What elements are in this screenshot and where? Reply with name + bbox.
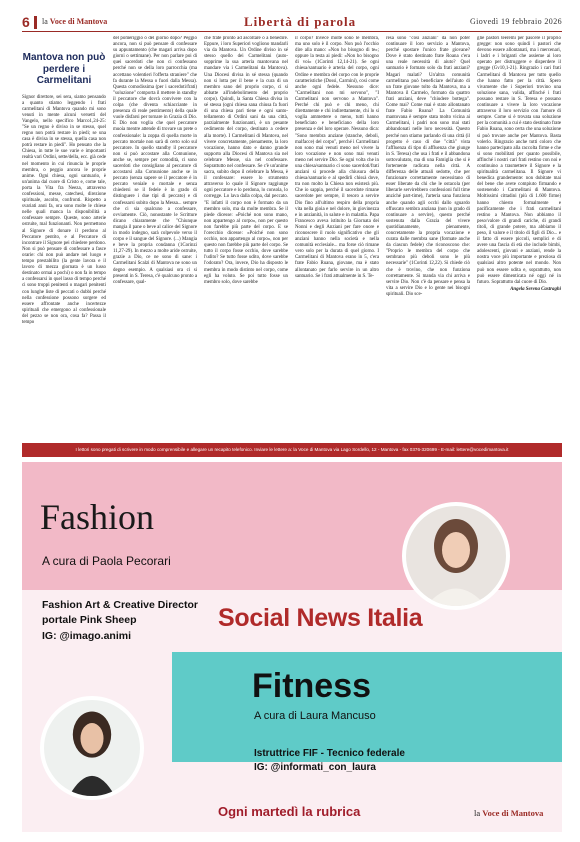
fashion-role <box>42 598 198 628</box>
portrait-image <box>44 700 140 796</box>
page-number: 6 <box>22 14 30 30</box>
article-column-2 <box>113 36 197 436</box>
readers-notice: I lettori sono pregati di scrivere in modo comprensibile e allegare un recapito telefonico. Inviare le lettere a: la Voce di Mantova via Lago Sordello, 12 - Mantova - fax 0376-320699 - E-mail: lettere@vocedimantova.it <box>22 443 562 457</box>
fashion-role-line: Fashion Art & Creative Director <box>42 599 198 611</box>
weekly-rubric: Ogni martedì la rubrica <box>218 804 361 819</box>
masthead <box>42 17 107 26</box>
header-divider <box>34 16 37 29</box>
article-columns <box>22 36 562 436</box>
masthead-prefix: la <box>474 808 481 818</box>
article-column-3 <box>204 36 288 436</box>
fashion-title: Fashion <box>40 497 155 537</box>
fitness-curator: A cura di Laura Mancuso <box>254 710 376 722</box>
fitness-portrait <box>40 696 144 800</box>
article-title: Mantova non può perdere i Carmelitani <box>22 52 106 86</box>
column-text: glie pastori teeremi per pascere il proprio gregge: non sono quindi i pastori che devono essere allontanati, ma i mercenari, i ladri e i briganti che assieme ai loro operato per distruggere e disperdere il gregge (Gv10,1-21). Ringrazio i cari frati Carmelitani di Mantova per tutto quello che hanno fatto per la città. Spero vivamente che i Superiori trovino una soluzione sana, valida, affinché i frati possano restare in S. Teresa e possano continuare a vivere la loro vocazione attraverso il loro servizio con l'amore di sempre. Come si è trovata una soluzione per la comunità a cui è stato destinato frate Fabio Roana, sono certa che una soluzione si può trovare anche per Mantova. Basta volerlo. Ringrazio anche tutti coloro che hanno partecipato alla raccolta firme e che si sono mobilitati per quanto possibile, affinché i nostri cari frati restino con noi e continuino a trasmettere il Signore e la spiritualità carmelitana. Il Signore vi benedica grandemente: non dubitate mai del bene che avete compiuto firmando e sostenendo i Carmelitani di Mantova. Moltissimi cittadini (più di 1.600 firme) hanno chiesto formalmente e pacificamente che i frati carmelitani restino a Mantova. Non abbiamo il peso/valore di grandi cariche, di grandi titoli, di grande potere, ma abbiamo il peso, il valore e il titolo di figli di Dio... e il fatto di essere piccoli, semplici e di avere una fascia di età che include bimbi, adolescenti, giovani e anziani, rende la nostra voce più importante e preziosa di qualsiasi altro potente nel mondo. Non può non essere udita e, soprattutto, non può essere dimenticata né oggi né in futuro. Soprattutto dal cuore di Dio. <box>477 36 561 285</box>
column-text: che frate pronto ad ascoltare o a benedire. Eppure, i loro Superiori vogliono mandarli via da Mantova. Un Ordine diviso in sé stesso quello dei Carmelitani (auto-sopprime la sua arteria mantovana nel mandare via i Carmelitani da Mantova). Una Diocesi divisa in sé stessa (quando non si lotta per il bene e la cura di un membro sano del proprio corpo, ci si abbatte all'indebolimento del proprio corpo). Quindi, la Santa Chiesa divisa in sé stessa (ogni chiesa sana chiusa fa fuori di una chiesa pari tiene e ogni santo-tellamento di Ordini sani da una città, parzialmente funzionanti, è un pesante cedimento del corpo, destinato a cedere alla morte). I Carmelitani di Mantova, nel vivere concretamente, pienamente, la loro vocazione, hanno dato e danno grande supporto alla Diocesi di Mantova sia nel celebrare Messe, sia nel confessare. Soprattutto nel confessare. Se c'è un'anime sacra, subito dopo il celebrare la Messa, è il confessare: essere lo strumento attraverso lo quale il Signore raggiunge ogni peccatore e lo perdona, lo consola, lo corregge. Lo lava dalla colpa, dal peccato. "E infatti il corpo non è formato da un membro solo, ma da molte membra. Se il piede dicesse: «Poiché non sono mano, non appartengo al corpo», non per questo non farebbe più parte del corpo. E se l'orecchio dicesse: «Poiché non sono occhio, non appartengo al corpo», non per questo non farebbe più parte del corpo. Se tutto il corpo fosse occhio, dove sarebbe l'udito? Se tutto fosse udito, dove sarebbe l'odorato? Ora, invece, Dio ha disposto le membra in modo distinto nel corpo, come egli ha voluto. Se poi tutto fosse un membro solo, dove sarebbe <box>204 36 288 285</box>
ad-masthead <box>474 808 543 818</box>
article-column-1 <box>22 36 106 436</box>
fashion-curator: A cura di Paola Pecorari <box>42 554 171 568</box>
fashion-instagram: IG: @imago.animi <box>42 630 131 642</box>
article-column-6 <box>477 36 561 436</box>
section-title: Libertà di parola <box>244 14 357 29</box>
portrait-image <box>406 506 506 606</box>
fashion-role-line: portale Pink Sheep <box>42 614 137 626</box>
column-text: il corpo? Invece molte sono le membra, ma uno solo è il corpo. Non può l'occhio dire alla mano: «Non ho bisogno di te»; oppure la testa ai piedi: «Non ho bisogno di voi» (1Corinti 12,14-21). Se ogni chiesa/santuario è arteria del corpo, ogni Ordine e membra del corpo con le proprie caratteristiche (Dossi, Carmini), così come anche ogni fedele. Nessuno dice: "Carmelitani non mi servono", "I Carmelitani non servono a Mantova". Perché chi può e chi meno, chi direttamente e chi indirettamente, chi lo si voglia ammettere o meno, tutti hanno beneficiato e beneficiano della loro presenza e del loro operare. Nessuno dica: "Sono membra anziane (stanche, deboli, malfacce) del corpo", perché i Carmelitani non sono mai venuti meno nel vivere la loro vocazione e non sono mai venuti meno nel servire Dio. Se ogni volta che in una chiesa/santuario ci sono sacerdoti/frati anziani si procede alla chiusura della chiesa/santuario e al spedirli chissà dove, tra non molto la Chiesa non esisterà più. Che io sappia, perché il sacerdote rimane sacerdote per sempre, il tesoro a servire Dio fino all'ultimo respiro della propria vita nella gioia e nel dolore, in giovinezza e in anzianità, in salute e in malattia. Papa Francesco aveva istituito la Giornata dei Nonni e degli Anziani per fare onore e riconoscere il ruolo significativo che gli anziani hanno nella società e nella comunità ecclesiale... ma forse ciò rimane vero solo per la durata di quel giorno. I Carmelitani di Mantova erano in 5, c'era frate Fabio Ruana, giovane, ma è stato allontanato per farlo servire in un altro santuario. Se i frati attualmente in S. Te- <box>295 36 379 279</box>
fitness-title: Fitness <box>252 667 372 705</box>
issue-date: Giovedì 19 febbraio 2026 <box>469 17 562 26</box>
fashion-portrait <box>402 502 510 610</box>
column-text: Signor direttore, sei sera, siamo pensando a quanto stiamo leggendo i frati carmelitani di Mantova quando mi sono venuti in mente alcuni versetti del Vangelo, nello specifico Marco1,24-25: "Se un regno è diviso in se stesso, quel regno non potrà restare in piedi; se una casa è divisa in se stessa, quella casa non potrà restare in piedi". Ho pensato che la Chiesa, in tutte le sue varie e importanti realtà vari Ordini, sette/della, ecc. già cede nel momento in cui rinuncia le proprie membra, o peggio ancora le proprie anime. Ogni chiesa, ogni santuario, è un'anima dal cuore di Cristo e, come tale, porta la Vita fra Neeza, attraverso confessioni, messe, catechesi, direzione spirituale, ascolto, confronti. Rispetto a svariati anni fa, ora sono molte le chiese nelle quali manca la disponibilità a confessare sempre. Queste, sono arterie ostruite, mal funzionanti. Non permettono al Signore di donare il perdono al Peccatore pentito, e al Peccatore di incontrare il Signore pei chiedere perdono. Non si può pensare di confessare a fasce orarie: chi non può andare nel luogo e tempo prestabilito (la gente lavora e il lavoro di mezza giornata è un lusso destinato ormai a pochi) o non fa in tempo a confessarsi in quel lasso di tempo perché ci sono troppi penitenti o magari penitenti con lunghe liste di peccati o dubbi perché nella confessione possono sorgere ed essere affrontate anche incertezze spirituali che emergono al confessionale del pezzo se non ora, cosa fa? Passa il tempo <box>22 94 106 325</box>
brand-title: Social News Italia <box>218 604 423 632</box>
page-header <box>22 14 562 32</box>
article-column-4 <box>295 36 379 436</box>
masthead-name: Voce di Mantova <box>49 17 108 26</box>
advertisement <box>22 462 562 832</box>
column-text: resa sono "così anziani" da non poter continuare il loro servizio a Mantova, perché spostare l'unico frate giovane? Dove è stato destinato frate Roana c'era una reale necessità di aiuto? Quel santuario è formato solo da frati anziani? Magari malati? Un'altra comunità carmelitana può beneficiare dell'aiuto di un frate giovane tolto da Mantova, ma a Mantova il Carmelo, formato da quattro frati anziani, deve "chiudere bottega". Come mai? Come mai è stato allontanato frate Fabio Roana? La Comunità mantovana è sempre stata molto vicina ai Carmelitani, i padri non sono mai stati abbandonati nelle loro necessità. Questo perché non stiamo parlando di una città (il progetto è caso di due "città" vista l'affluenza di tipo di affluenza che giunge in S. Teresa) che usa i frati e il abbandona sottovalutato, ma di una Famiglia che si è fortemente radicata nella città. A differenza delle attuali sedotte, che per funzionare correttamente necessitano di esser liberate da chi che le ostacola (per liberarle servirebbero confessioni full time anziché part-time), l'arteria sana funziona anche quando agli occhi dallo sguardo offuscato sembra anziana (non in grado di continuare a servire), questo perché sostenuta dalla Grazia del vivere quotidianamente, pienamente, concretamente la propria vocazione e curata dalle membra sane (formate anche da ciascun fedele) che riconoscono che: "Proprio le membra del corpo che sembrano più deboli sono le più necessarie" (1Corinti 12,22). Si chiede ciò che è trovino, che non funziona correttamente. Si manda via chi arriva e servire Dio. Non c'è da pensare e pensa la vita a servire Dio e lo gente nei bisogni spirituali. Dio sce- <box>386 36 470 297</box>
column-text: del pomeriggio o del giorno dopo? Peggio ancora, non si può pensare di confessare su appuntamento (che magari arriva dopo giorni o settimane). Per non parlare poi di quei sacerdoti che non ci confessano perché non se della loro parrocchia (ma accettano volentieri l'offerta straniere" che fa durante la Messa o fuori dalla Messa). Questa comodissima (per i sacerdoti/frati) "soluzione" comporta il mettere in standby il peccatore che dovrà convivere con la colpa (che diventa schiacciante in presenza di reale pentimento) della quale vuole disfarsi per tornare in Grazia di Dio. E Dio non voglia che quel peccatore muoia mentre attende di trovare un prete o confessionale: la zoppa di quella morte in peccato mortale non sarà di certo solo sul peccatore. In quello standby il peccatore non si può accostare alla Comunione, anche se, sempre per comodità, ci sono sacerdoti che consigliano al peccatore di accostarsi alla Comunione anche se in peccato (senza sapere se il peccatore è in peccato veniale o mortale e senza chiedersi se il fedele è in grado di distinguere i due tipi di peccato) e di confessarsi subito dopo la Messa... sempre che ci sia qualcuno a confessare, ovviamente. Ciò, nonostante le Scritture dicano chiaramente che "Chiunque mangia il pane o beve al calice del Signore in modo indegno, sarà colpevole verso il corpo e il sangue del Signore. (...) Mangia e beve la propria condanna (1Corinzi 11,27-29). In mezzo a molte aride ostruite, grazie a Dio, ce ne sono di sane: i Carmelitani Scalzi di Mantova ne sono un degno esempio. A qualsiasi ora ci si presenti in S. Teresa, c'è qualcuno pronto a confessare, qual- <box>113 36 197 285</box>
fitness-role: Istruttrice FIF - Tecnico federale <box>254 748 405 759</box>
masthead-name: Voce di Mantova <box>482 808 544 818</box>
fitness-instagram: IG: @informati_con_laura <box>254 762 376 773</box>
masthead-prefix: la <box>42 17 48 26</box>
article-column-5 <box>386 36 470 436</box>
article-signature: Angela Serena Castraghi <box>510 286 561 292</box>
